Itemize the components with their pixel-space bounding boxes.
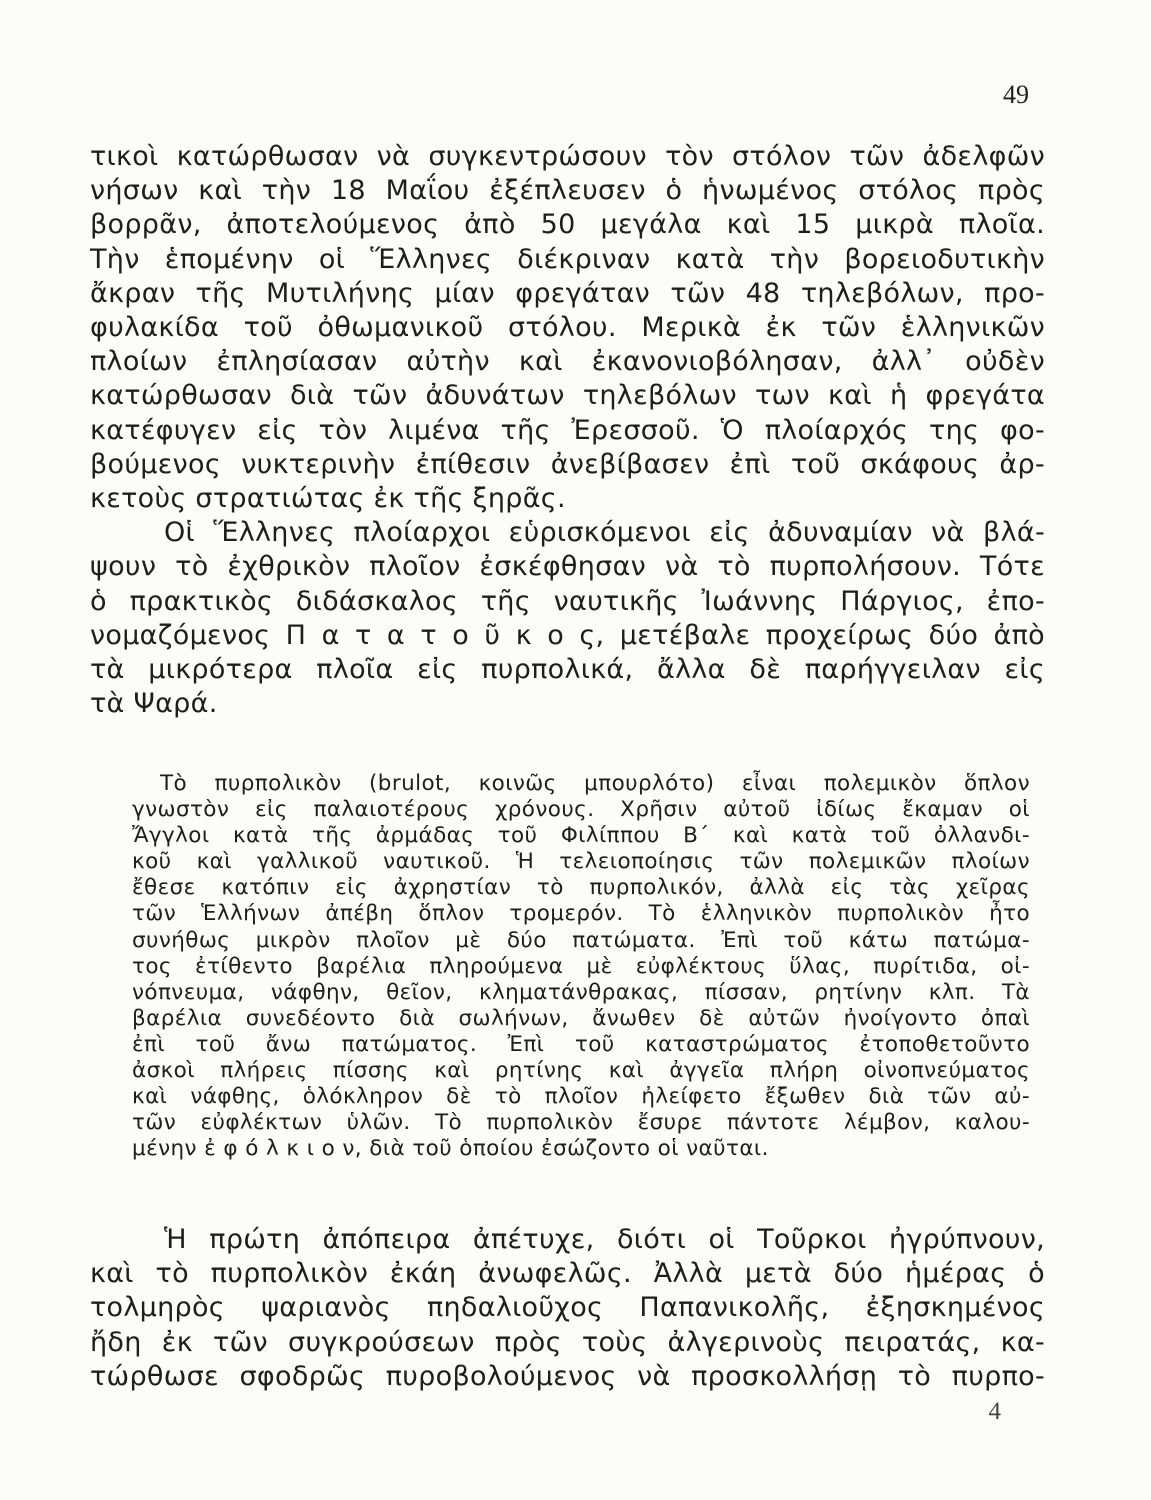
text-line: τὰ Ψαρά.: [90, 688, 218, 720]
text-line: νομαζόμενος Π α τ α τ ο ῦ κ ο ς, μετέβαλε προχείρως δύο ἀπὸ: [90, 619, 1045, 651]
bottom-text-block: [90, 1223, 1045, 1394]
footnote-line: ἐπὶ τοῦ ἄνω πατώματος. Ἐπὶ τοῦ καταστρώματος ἐτοποθετοῦντο: [132, 1031, 1030, 1057]
main-text-block: [90, 140, 1045, 721]
footnote-block: [132, 771, 1030, 1162]
footnote-line: τος ἐτίθεντο βαρέλια πληρούμενα μὲ εὐφλέκτους ὕλας, πυρίτιδα, οἰ-: [132, 953, 1030, 979]
text-line: κετοὺς στρατιώτας ἐκ τῆς ξηρᾶς.: [90, 483, 566, 515]
text-line: ὁ πρακτικὸς διδάσκαλος τῆς ναυτικῆς Ἰωάννης Πάργιος, ἐπο-: [90, 585, 1045, 617]
text-line: ἄκραν τῆς Μυτιλήνης μίαν φρεγάταν τῶν 48 τηλεβόλων, προ-: [90, 277, 1045, 309]
text-line: τικοὶ κατώρθωσαν νὰ συγκεντρώσουν τὸν στόλον τῶν ἀδελφῶν: [90, 141, 1045, 172]
text-line: κατώρθωσαν διὰ τῶν ἀδυνάτων τηλεβόλων των καὶ ἡ φρεγάτα: [90, 380, 1045, 412]
text-line: νήσων καὶ τὴν 18 Μαΐου ἐξέπλευσεν ὁ ἡνωμένος στόλος πρὸς: [90, 175, 1045, 207]
text-line: πλοίων ἐπλησίασαν αὐτὴν καὶ ἐκανονιοβόλησαν, ἀλλ᾽ οὐδὲν: [90, 346, 1045, 378]
text-line: τώρθωσε σφοδρῶς πυροβολούμενος νὰ προσκολλήσῃ τὸ πυρπο-: [90, 1360, 1045, 1392]
text-line: τὰ μικρότερα πλοῖα εἰς πυρπολικά, ἄλλα δὲ παρήγγειλαν εἰς: [90, 654, 1045, 686]
footnote-line: συνήθως μικρὸν πλοῖον μὲ δύο πατώματα. Ἐπὶ τοῦ κάτω πατώμα-: [132, 927, 1030, 953]
paragraph-start-line: Οἱ Ἕλληνες πλοίαρχοι εὑρισκόμενοι εἰς ἀδυναμίαν νὰ βλά-: [164, 517, 1045, 549]
text-line: βορρᾶν, ἀποτελούμενος ἀπὸ 50 μεγάλα καὶ 15 μικρὰ πλοῖα.: [90, 209, 1045, 241]
footnote-line: μένην ἐ φ ό λ κ ι ο ν, διὰ τοῦ ὁποίου ἐσώζοντο οἱ ναῦται.: [132, 1136, 769, 1162]
text-line: καὶ τὸ πυρπολικὸν ἐκάη ἀνωφελῶς. Ἀλλὰ μετὰ δύο ἡμέρας ὁ: [90, 1258, 1045, 1290]
footnote-line: τῶν εὐφλέκτων ὑλῶν. Τὸ πυρπολικὸν ἔσυρε πάντοτε λέμβον, καλου-: [132, 1110, 1030, 1136]
page-number: 49: [1003, 80, 1029, 109]
text-line: κατέφυγεν εἰς τὸν λιμένα τῆς Ἐρεσσοῦ. Ὁ πλοίαρχός της φο-: [90, 414, 1045, 446]
footnote-line: Τὸ πυρπολικὸν (brulot, κοινῶς μπουρλότο) εἶναι πολεμικὸν ὅπλον: [160, 771, 1030, 796]
text-line: ψουν τὸ ἐχθρικὸν πλοῖον ἐσκέφθησαν νὰ τὸ πυρπολήσουν. Τότε: [90, 551, 1045, 583]
footnote-line: καὶ νάφθης, ὁλόκληρον δὲ τὸ πλοῖον ἠλείφετο ἔξωθεν διὰ τῶν αὐ-: [132, 1084, 1030, 1110]
footnote-line: ἔθεσε κατόπιν εἰς ἀχρηστίαν τὸ πυρπολικόν, ἀλλὰ εἰς τὰς χεῖρας: [132, 875, 1030, 901]
footnote-line: γνωστὸν εἰς παλαιοτέρους χρόνους. Χρῆσιν αὐτοῦ ἰδίως ἔκαμαν οἱ: [132, 797, 1030, 823]
text-line: τολμηρὸς ψαριανὸς πηδαλιοῦχος Παπανικολῆς, ἐξησκημένος: [90, 1292, 1045, 1324]
footnote-line: νόπνευμα, νάφθην, θεῖον, κληματάνθρακας, πίσσαν, ρητίνην κλπ. Τὰ: [132, 979, 1030, 1005]
footnote-line: ἀσκοὶ πλήρεις πίσσης καὶ ρητίνης καὶ ἀγγεῖα πλήρη οἰνοπνεύματος: [132, 1058, 1030, 1084]
footnote-line: τῶν Ἑλλήνων ἀπέβη ὅπλον τρομερόν. Τὸ ἑλληνικὸν πυρπολικὸν ἦτο: [132, 901, 1030, 927]
text-line: φυλακίδα τοῦ ὀθωμανικοῦ στόλου. Μερικὰ ἐκ τῶν ἑλληνικῶν: [90, 312, 1045, 344]
printer-signature-mark: 4: [988, 1398, 1001, 1425]
text-line: βούμενος νυκτερινὴν ἐπίθεσιν ἀνεβίβασεν ἐπὶ τοῦ σκάφους ἀρ-: [90, 448, 1045, 480]
text-line: ἤδη ἐκ τῶν συγκρούσεων πρὸς τοὺς ἀλγερινοὺς πειρατάς, κα-: [90, 1326, 1045, 1358]
text-line: Τὴν ἑπομένην οἱ Ἕλληνες διέκριναν κατὰ τὴν βορειοδυτικὴν: [90, 243, 1045, 275]
footnote-line: βαρέλια συνεδέοντο διὰ σωλήνων, ἄνωθεν δὲ αὐτῶν ἠνοίγοντο ὀπαὶ: [132, 1005, 1030, 1031]
footnote-line: Ἄγγλοι κατὰ τῆς ἀρμάδας τοῦ Φιλίππου Β´ καὶ κατὰ τοῦ ὀλλανδι-: [132, 823, 1030, 849]
footnote-line: κοῦ καὶ γαλλικοῦ ναυτικοῦ. Ἡ τελειοποίησις τῶν πολεμικῶν πλοίων: [132, 849, 1030, 875]
paragraph-start-line: Ἡ πρώτη ἀπόπειρα ἀπέτυχε, διότι οἱ Τοῦρκοι ἠγρύπνουν,: [164, 1224, 1045, 1255]
